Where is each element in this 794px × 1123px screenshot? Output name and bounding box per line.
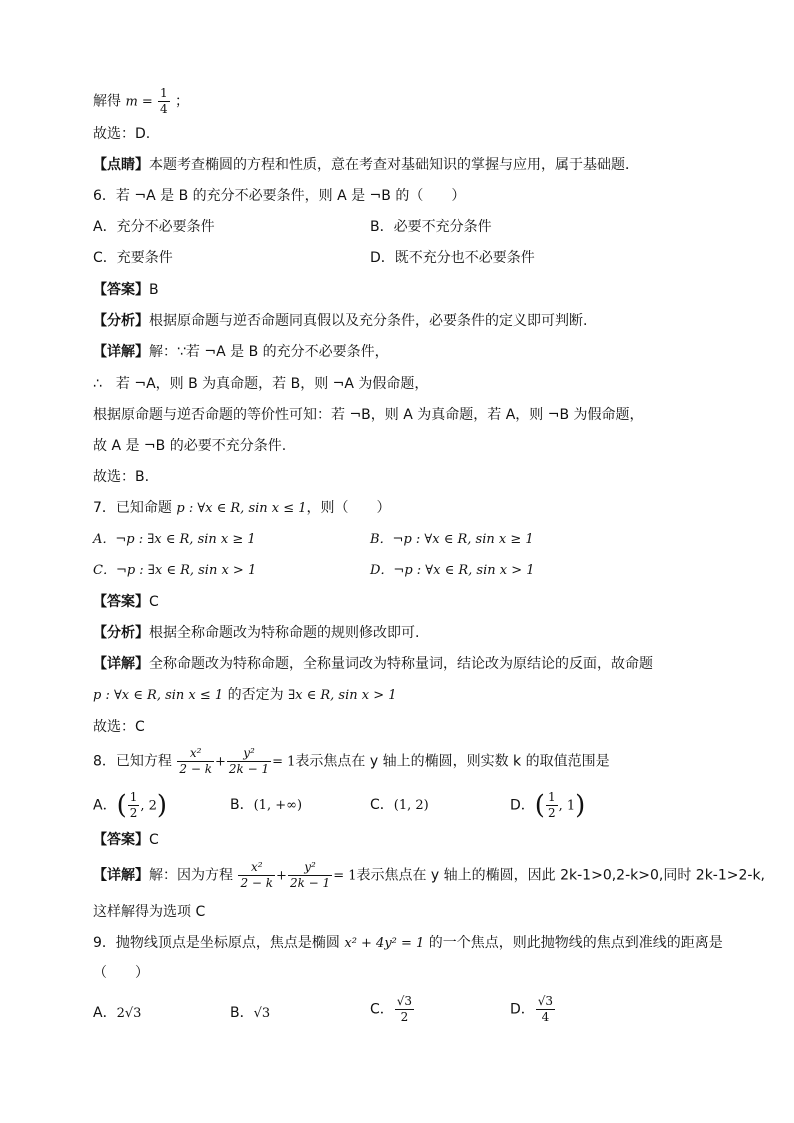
denominator: 2 − k: [240, 876, 274, 890]
plus-sign: +: [276, 868, 287, 884]
analysis-text: 根据全称命题改为特称命题的规则修改即可.: [149, 625, 420, 641]
paren-open: (: [534, 790, 545, 821]
comment-tag: 【点睛】: [93, 157, 149, 173]
fraction: [158, 86, 170, 117]
interval-rest: , 2: [140, 798, 157, 814]
question-8-detail-line-2: 这样解得为选项 C: [93, 904, 206, 920]
question-7-option-a: A．¬p : ∃x ∈ R, sin x ≥ 1: [93, 532, 256, 547]
fraction: [177, 746, 214, 777]
question-6-answer: [93, 280, 159, 300]
detail-tag: 【详解】: [93, 867, 149, 884]
question-8-answer: [93, 830, 159, 850]
value: 2√3: [116, 1006, 142, 1021]
question-6-choice: 故选：B.: [93, 469, 150, 485]
detail-text: 表示焦点在 y 轴上的椭圆，因此 2k-1>0,2-k>0,同时 2k-1>2-k,: [356, 867, 766, 884]
denominator: 2k − 1: [289, 876, 331, 890]
question-6-detail-line-2: ∴ 若 ¬A，则 B 为真命题，若 B，则 ¬A 为假命题，: [93, 376, 429, 392]
option-label: B．: [230, 797, 254, 813]
numerator: √3: [396, 994, 413, 1008]
interval: (1, +∞): [253, 798, 303, 813]
question-9-option-c: [370, 994, 415, 1025]
question-7-option-d: D．¬p : ∀x ∈ R, sin x > 1: [370, 563, 535, 578]
text: 的一个焦点，则此抛物线的焦点到准线的距离是: [424, 935, 723, 951]
question-7-detail-line-2: [93, 685, 397, 706]
question-9-option-a: [93, 1003, 141, 1024]
math-expression: p : ∀x ∈ R, sin x ≤ 1: [93, 688, 224, 703]
detail-tag: 【详解】: [93, 656, 149, 672]
fraction: [227, 746, 271, 777]
text: ，则（ ）: [306, 500, 391, 516]
numerator: y²: [227, 746, 271, 762]
question-8-option-c: [370, 795, 429, 816]
detail-text: 解：∵若 ¬A 是 B 的充分不必要条件，: [149, 344, 389, 360]
answer-value: B: [149, 282, 159, 298]
question-8-option-b: [230, 795, 302, 816]
option-label: B．: [230, 1005, 254, 1021]
math-expression: m =: [125, 94, 157, 110]
plus-sign: +: [214, 754, 226, 770]
paren-close: ): [575, 790, 586, 821]
numerator: x²: [177, 746, 214, 762]
denominator: 2k − 1: [228, 762, 270, 776]
paren-open: (: [116, 790, 127, 821]
interval: (1, 2): [393, 798, 429, 813]
fraction: [546, 790, 558, 821]
question-6-option-c: C．充要条件: [93, 250, 173, 266]
question-6-detail-line-4: 故 A 是 ¬B 的必要不充分条件.: [93, 438, 287, 454]
detail-text: 解：因为方程: [149, 867, 233, 884]
comment-line: [93, 155, 639, 175]
answer-tag: 【答案】: [93, 832, 149, 848]
numerator: 1: [547, 790, 556, 804]
question-9-stem: [93, 933, 723, 954]
denominator: 2: [547, 806, 556, 820]
question-6-detail-line-3: 根据原命题与逆否命题的等价性可知：若 ¬B，则 A 为真命题，若 A，则 ¬B 为假命题，: [93, 407, 644, 423]
numerator: 1: [129, 790, 138, 804]
math-expression: ∃x ∈ R, sin x > 1: [288, 688, 397, 703]
option-label: C．: [370, 797, 394, 813]
numerator: √3: [537, 994, 554, 1008]
denominator: 4: [159, 102, 168, 116]
analysis-tag: 【分析】: [93, 625, 149, 641]
text: ；: [175, 93, 190, 110]
math-expression: x² + 4y² = 1: [344, 936, 425, 951]
analysis-tag: 【分析】: [93, 313, 149, 329]
math-expression: p : ∀x ∈ R, sin x ≤ 1: [176, 501, 307, 516]
question-7-detail-line-1: [93, 654, 653, 674]
question-6-option-d: D．既不充分也不必要条件: [370, 250, 535, 266]
option-label: D．: [510, 797, 535, 814]
text: 7．已知命题: [93, 500, 177, 516]
text: 表示焦点在 y 轴上的椭圆，则实数 k 的取值范围是: [295, 753, 610, 770]
answer-value: C: [149, 832, 159, 848]
fraction: [128, 790, 140, 821]
question-8-stem: [93, 746, 610, 777]
question-9-option-d: [510, 994, 556, 1025]
solution-result-line: [93, 86, 189, 117]
question-6-analysis: [93, 311, 587, 331]
question-7-answer: [93, 592, 159, 612]
option-label: A．: [93, 1005, 117, 1021]
paren-close: ): [156, 790, 168, 821]
question-7-stem: [93, 498, 391, 519]
question-7-analysis: [93, 623, 419, 643]
detail-tag: 【详解】: [93, 344, 149, 360]
equals-one: = 1: [272, 754, 296, 770]
question-6-option-a: A．充分不必要条件: [93, 219, 215, 235]
option-label: D．: [510, 1001, 535, 1018]
question-6-option-b: B．必要不充分条件: [370, 219, 492, 235]
question-7-choice: 故选：C: [93, 719, 145, 735]
question-9-stem-cont: （ ）: [93, 965, 149, 981]
question-8-detail-line-1: [93, 860, 765, 891]
fraction: [395, 994, 414, 1025]
comment-text: 本题考查椭圆的方程和性质，意在考查对基础知识的掌握与应用，属于基础题．: [149, 157, 639, 173]
answer-value: C: [149, 594, 159, 610]
option-label: C．: [370, 1001, 394, 1018]
option-label: A．: [93, 797, 117, 814]
fraction: [288, 860, 332, 891]
answer-tag: 【答案】: [93, 594, 149, 610]
text: 的否定为: [223, 687, 289, 703]
numerator: x²: [238, 860, 275, 876]
numerator: y²: [288, 860, 332, 876]
text: 解得: [93, 93, 121, 110]
fraction: [238, 860, 275, 891]
value: √3: [253, 1006, 271, 1021]
denominator: 2 − k: [179, 762, 212, 776]
text: 8．已知方程: [93, 753, 172, 770]
denominator: 2: [400, 1010, 409, 1024]
denominator: 2: [129, 806, 138, 820]
detail-text: 全称命题改为特称命题，全称量词改为特称量词，结论改为原结论的反面，故命题: [149, 656, 653, 672]
text: 9．抛物线顶点是坐标原点，焦点是椭圆: [93, 935, 345, 951]
question-6-detail-line-1: [93, 342, 389, 362]
answer-choice-line: 故选：D.: [93, 126, 151, 142]
analysis-text: 根据原命题与逆否命题同真假以及充分条件，必要条件的定义即可判断.: [149, 313, 588, 329]
denominator: 4: [541, 1010, 550, 1024]
question-7-option-c: C．¬p : ∃x ∈ R, sin x > 1: [93, 563, 257, 578]
question-6-stem: 6．若 ¬A 是 B 的充分不必要条件，则 A 是 ¬B 的（ ）: [93, 188, 466, 204]
numerator: 1: [159, 86, 168, 100]
equals-one: = 1: [333, 868, 357, 884]
interval-rest: , 1: [558, 798, 576, 814]
question-7-option-b: B．¬p : ∀x ∈ R, sin x ≥ 1: [370, 532, 534, 547]
question-9-option-b: [230, 1003, 270, 1024]
fraction: [536, 994, 555, 1025]
answer-tag: 【答案】: [93, 282, 149, 298]
question-8-option-a: [93, 790, 167, 821]
question-8-option-d: [510, 790, 585, 821]
